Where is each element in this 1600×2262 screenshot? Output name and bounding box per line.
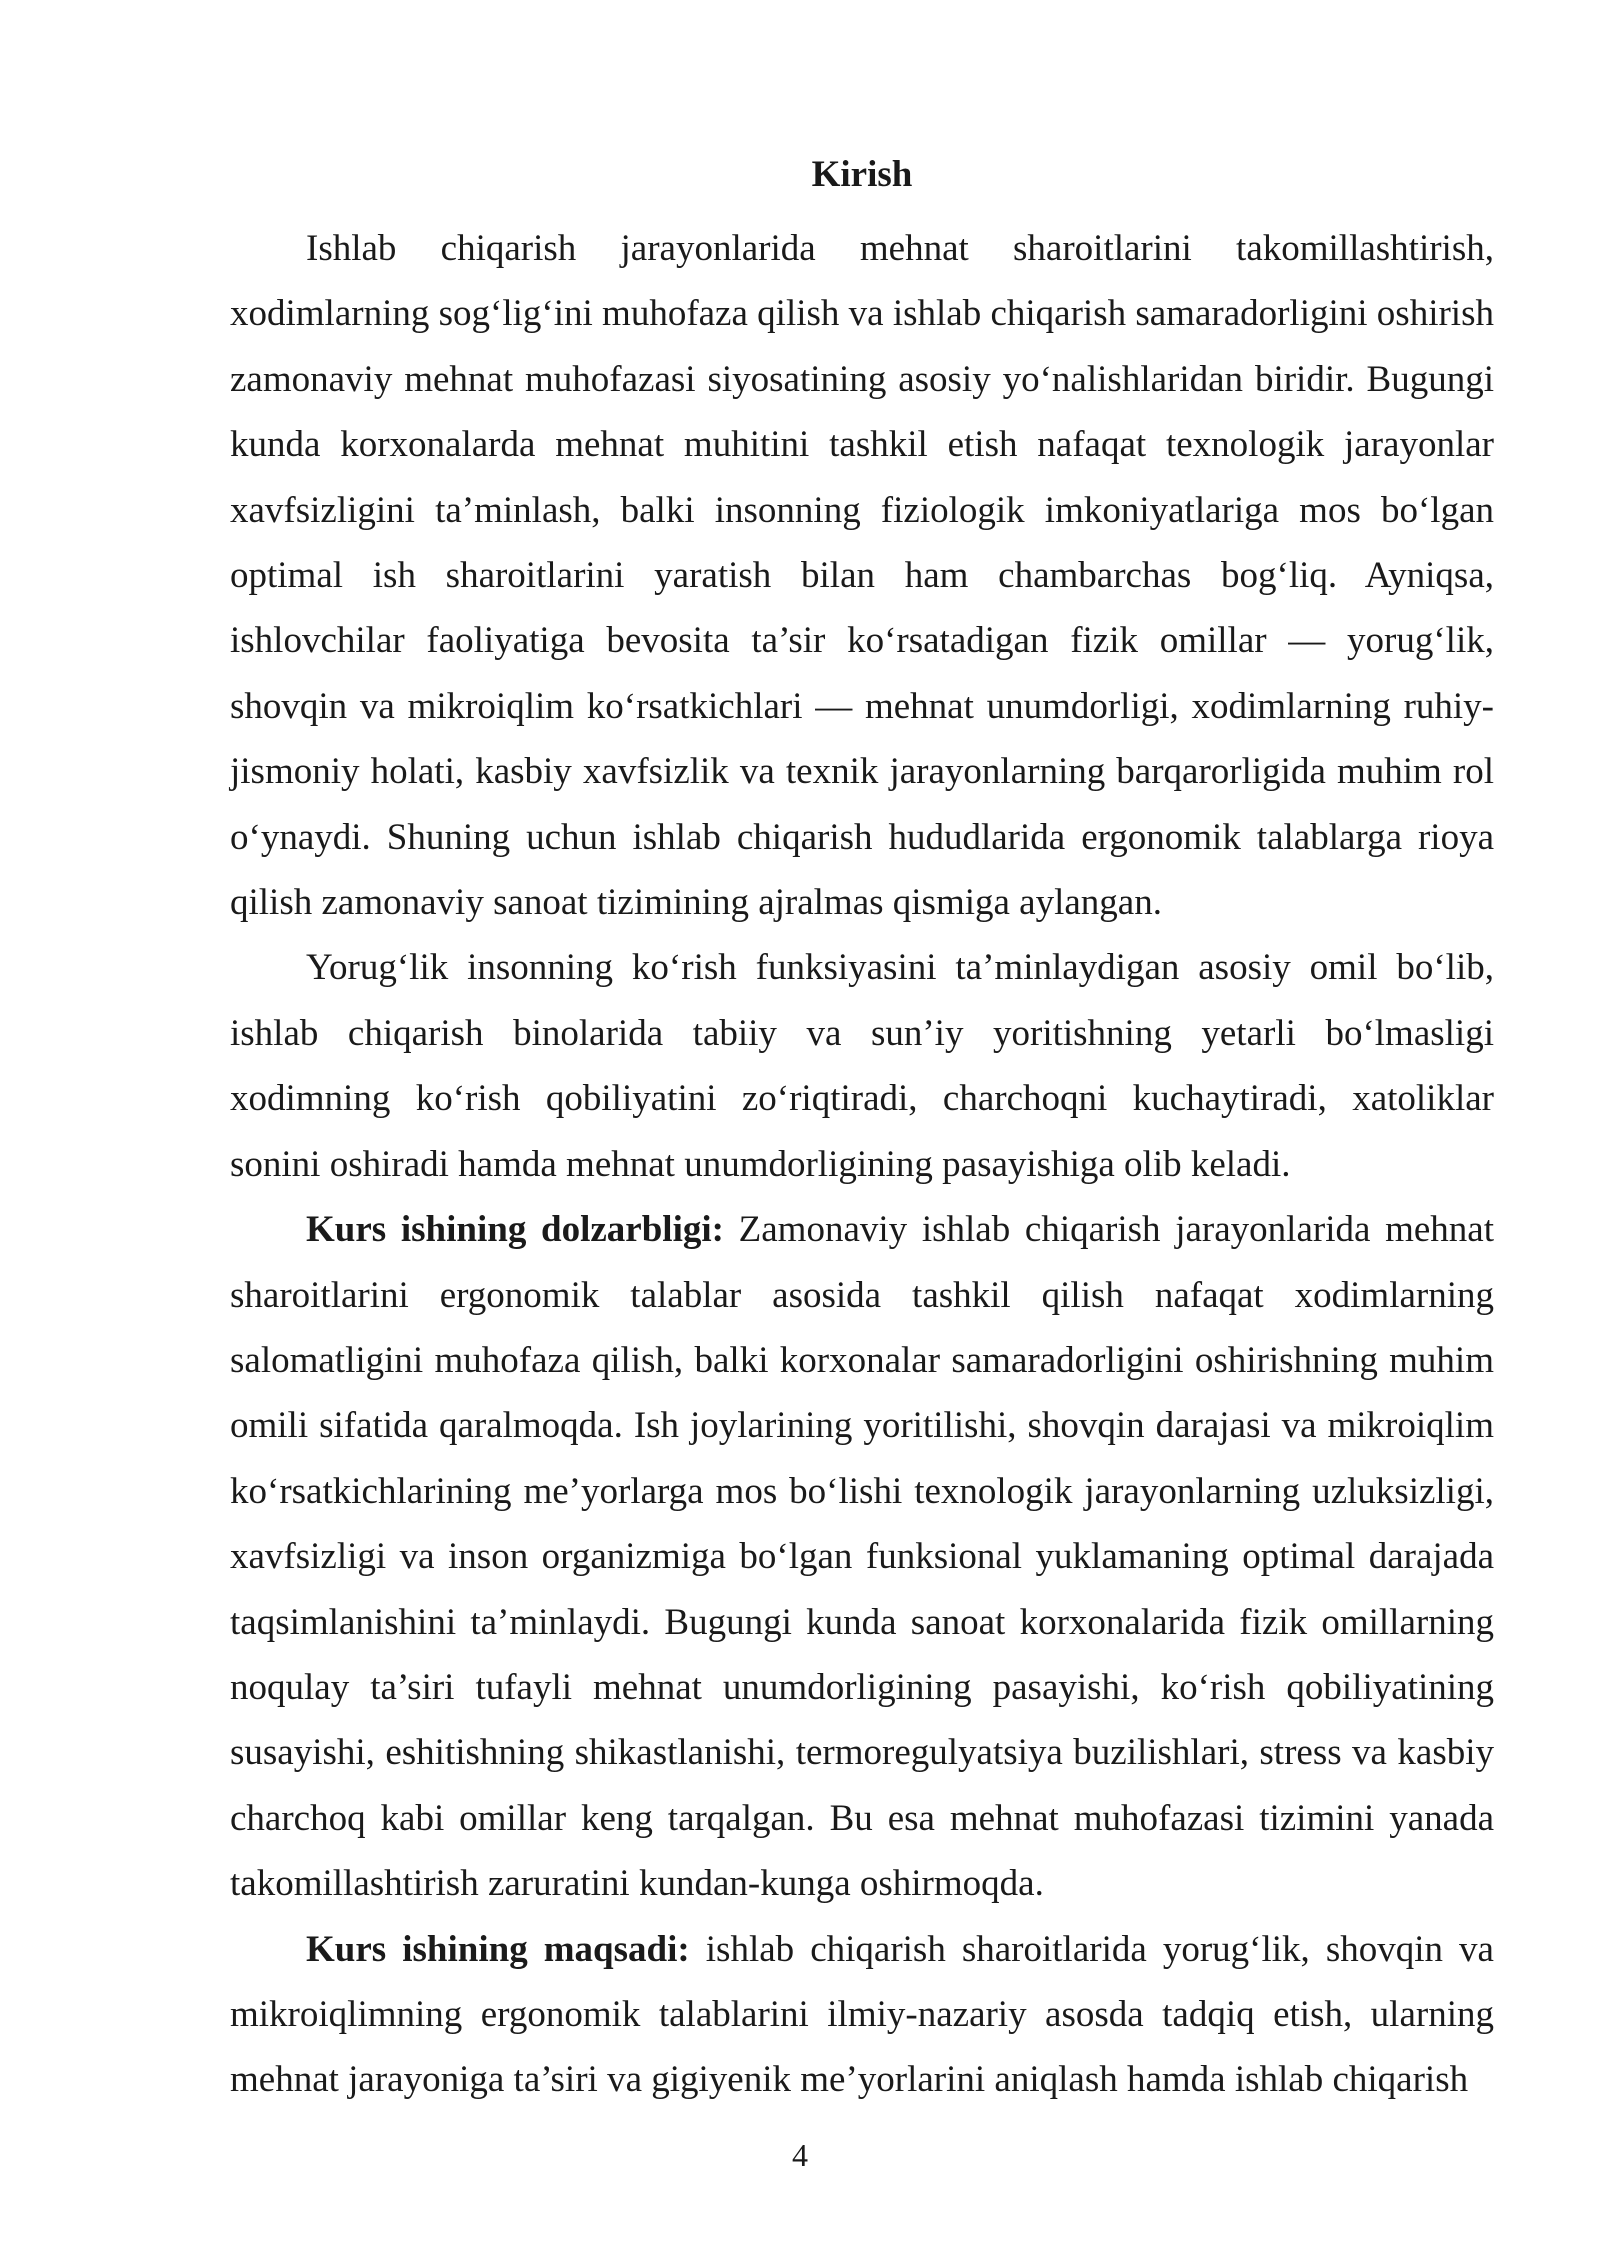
paragraph-text: Zamonaviy ishlab chiqarish jarayonlarida mehnat sharoitlarini ergonomik talablar asosida tashkil qilish nafaqat xodimlarning salomatligini muhofaza qilish, balki korxonalar samaradorligini oshirishning muhim omili sifatida qaralmoqda. Ish joylarining yoritilishi, shovqin darajasi va mikroiqlim ko‘rsatkichlarining me’yorlarga mos bo‘lishi texnologik jarayonlarning uzluksizligi, xavfsizligi va inson organizmiga bo‘lgan funksional yuklamaning optimal darajada taqsimlanishini ta’minlaydi. Bugungi kunda sanoat korxonalarida fizik omillarning noqulay ta’siri tufayli mehnat unumdorligining pasayishi, ko‘rish qobiliyatining susayishi, eshitishning shikastlanishi, termoregulyatsiya buzilishlari, stress va kasbiy charchoq kabi omillar keng tarqalgan. Bu esa mehnat muhofazasi tizimini yanada takomillashtirish zaruratini kundan-kunga oshirmoqda. xyxy=(230,1209,1494,1905)
paragraph-text: ishlab chiqarish sharoitlarida yorug‘lik, shovqin va mikroiqlimning ergonomik talablarini ilmiy-nazariy asosda tadqiq etish, ularning mehnat jarayoniga ta’siri va gigiyenik me’yorlarini aniqlash hamda ishlab chiqarish xyxy=(230,1928,1494,2101)
paragraph-text: Ishlab chiqarish jarayonlarida mehnat sharoitlarini takomillashtirish, xodimlarning sog‘lig‘ini muhofaza qilish va ishlab chiqarish samaradorligini oshirish zamonaviy mehnat muhofazasi siyosatining asosiy yo‘nalishlaridan biridir. Bugungi kunda korxonalarda mehnat muhitini tashkil etish nafaqat texnologik jarayonlar xavfsizligini ta’minlash, balki insonning fiziologik imkoniyatlariga mos bo‘lgan optimal ish sharoitlarini yaratish bilan ham chambarchas bog‘liq. Ayniqsa, ishlovchilar faoliyatiga bevosita ta’sir ko‘rsatadigan fizik omillar — yorug‘lik, shovqin va mikroiqlim ko‘rsatkichlari — mehnat unumdorligi, xodimlarning ruhiy-jismoniy holati, kasbiy xavfsizlik va texnik jarayonlarning barqarorligida muhim rol o‘ynaydi. Shuning uchun ishlab chiqarish hududlarida ergonomik talablarga rioya qilish zamonaviy sanoat tizimining ajralmas qismiga aylangan. xyxy=(230,228,1494,924)
paragraph-intro xyxy=(230,216,1494,935)
paragraph-text: Yorug‘lik insonning ko‘rish funksiyasini ta’minlaydigan asosiy omil bo‘lib, ishlab chiqarish binolarida tabiiy va sun’iy yoritishning yetarli bo‘lmasligi xodimning ko‘rish qobiliyatini zo‘riqtiradi, charchoqni kuchaytiradi, xatoliklar sonini oshiradi hamda mehnat unumdorligining pasayishiga olib keladi. xyxy=(230,947,1494,1185)
paragraph-lighting xyxy=(230,935,1494,1197)
document-page xyxy=(230,150,1494,2113)
paragraph-lead: Kurs ishining maqsadi: xyxy=(306,1928,690,1970)
section-title: Kirish xyxy=(811,154,913,195)
paragraph-relevance xyxy=(230,1197,1494,1916)
paragraph-goal xyxy=(230,1917,1494,2113)
paragraph-lead: Kurs ishining dolzarbligi: xyxy=(306,1209,724,1251)
page-number: 4 xyxy=(792,2137,808,2173)
